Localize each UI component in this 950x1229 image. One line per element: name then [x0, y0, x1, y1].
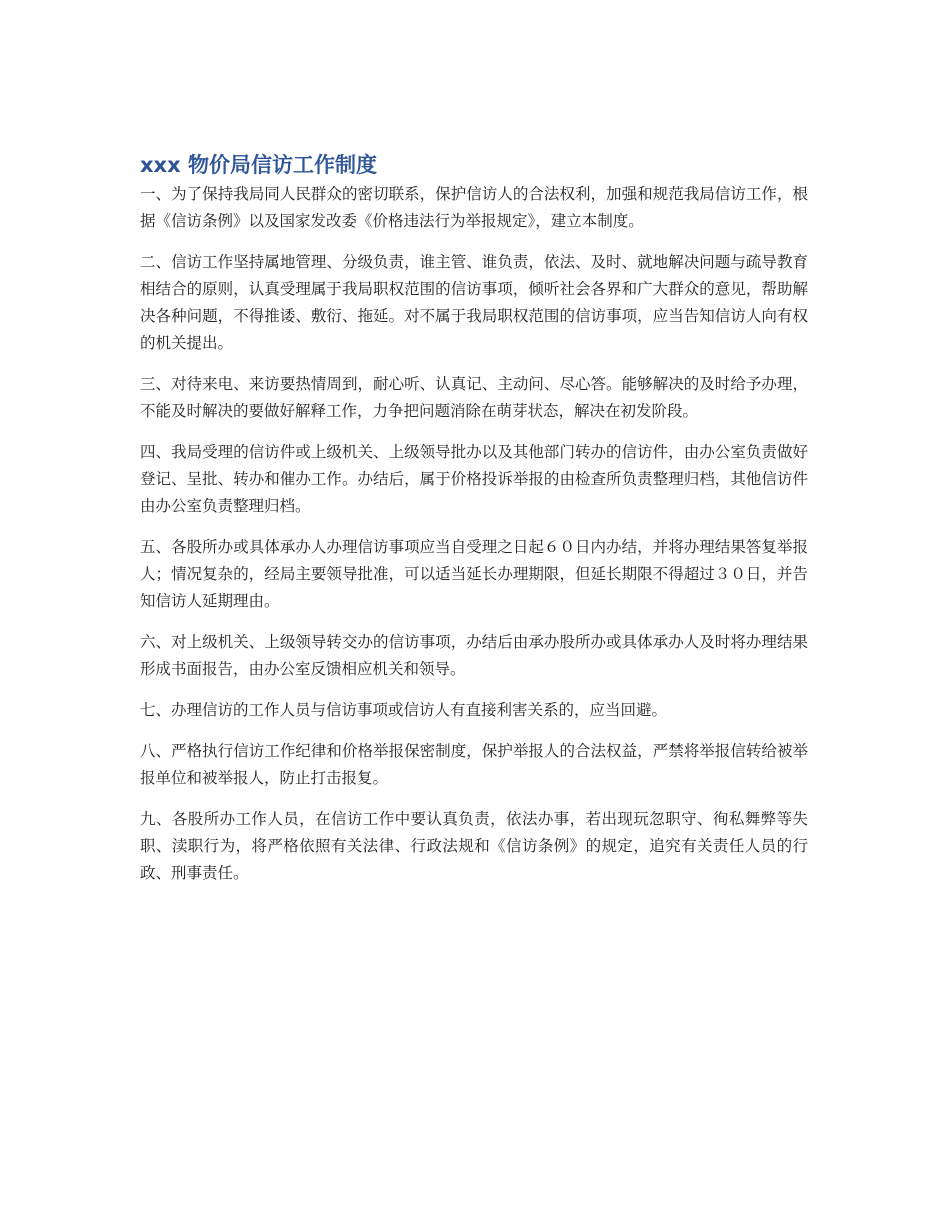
paragraph-2: 二、信访工作坚持属地管理、分级负责，谁主管、谁负责，依法、及时、就地解决问题与疏导教育相结合的原则，认真受理属于我局职权范围的信访事项，倾听社会各界和广大群众的意见，帮助解决各种问题，不得推诿、敷衍、拖延。对不属于我局职权范围的信访事项，应当告知信访人向有权的机关提出。	[140, 253, 808, 352]
paragraph-6: 六、对上级机关、上级领导转交办的信访事项，办结后由承办股所办或具体承办人及时将办理结果形成书面报告，由办公室反馈相应机关和领导。	[140, 633, 808, 678]
paragraph-1: 一、为了保持我局同人民群众的密切联系，保护信访人的合法权利，加强和规范我局信访工作，根据《信访条例》以及国家发改委《价格违法行为举报规定》，建立本制度。	[140, 185, 808, 230]
paragraph-9: 九、各股所办工作人员，在信访工作中要认真负责，依法办事，若出现玩忽职守、徇私舞弊等失职、渎职行为，将严格依照有关法律、行政法规和《信访条例》的规定，追究有关责任人员的行政、刑事责任。	[140, 810, 808, 882]
paragraph-5: 五、各股所办或具体承办人办理信访事项应当自受理之日起６０日内办结，并将办理结果答复举报人；情况复杂的，经局主要领导批准，可以适当延长办理期限，但延长期限不得超过３０日，并告知信访人延期理由。	[140, 538, 808, 610]
paragraph-8: 八、严格执行信访工作纪律和价格举报保密制度，保护举报人的合法权益，严禁将举报信转给被举报单位和被举报人，防止打击报复。	[140, 742, 808, 787]
document-title: xxx 物价局信访工作制度	[140, 153, 377, 177]
paragraph-7: 七、办理信访的工作人员与信访事项或信访人有直接利害关系的，应当回避。	[140, 701, 668, 719]
document-body	[140, 150, 808, 901]
paragraph-3: 三、对待来电、来访要热情周到，耐心听、认真记、主动问、尽心答。能够解决的及时给予办理，不能及时解决的要做好解释工作，力争把问题消除在萌芽状态，解决在初发阶段。	[140, 375, 808, 420]
paragraph-4: 四、我局受理的信访件或上级机关、上级领导批办以及其他部门转办的信访件，由办公室负责做好登记、呈批、转办和催办工作。办结后，属于价格投诉举报的由检查所负责整理归档，其他信访件由办公室负责整理归档。	[140, 443, 808, 515]
